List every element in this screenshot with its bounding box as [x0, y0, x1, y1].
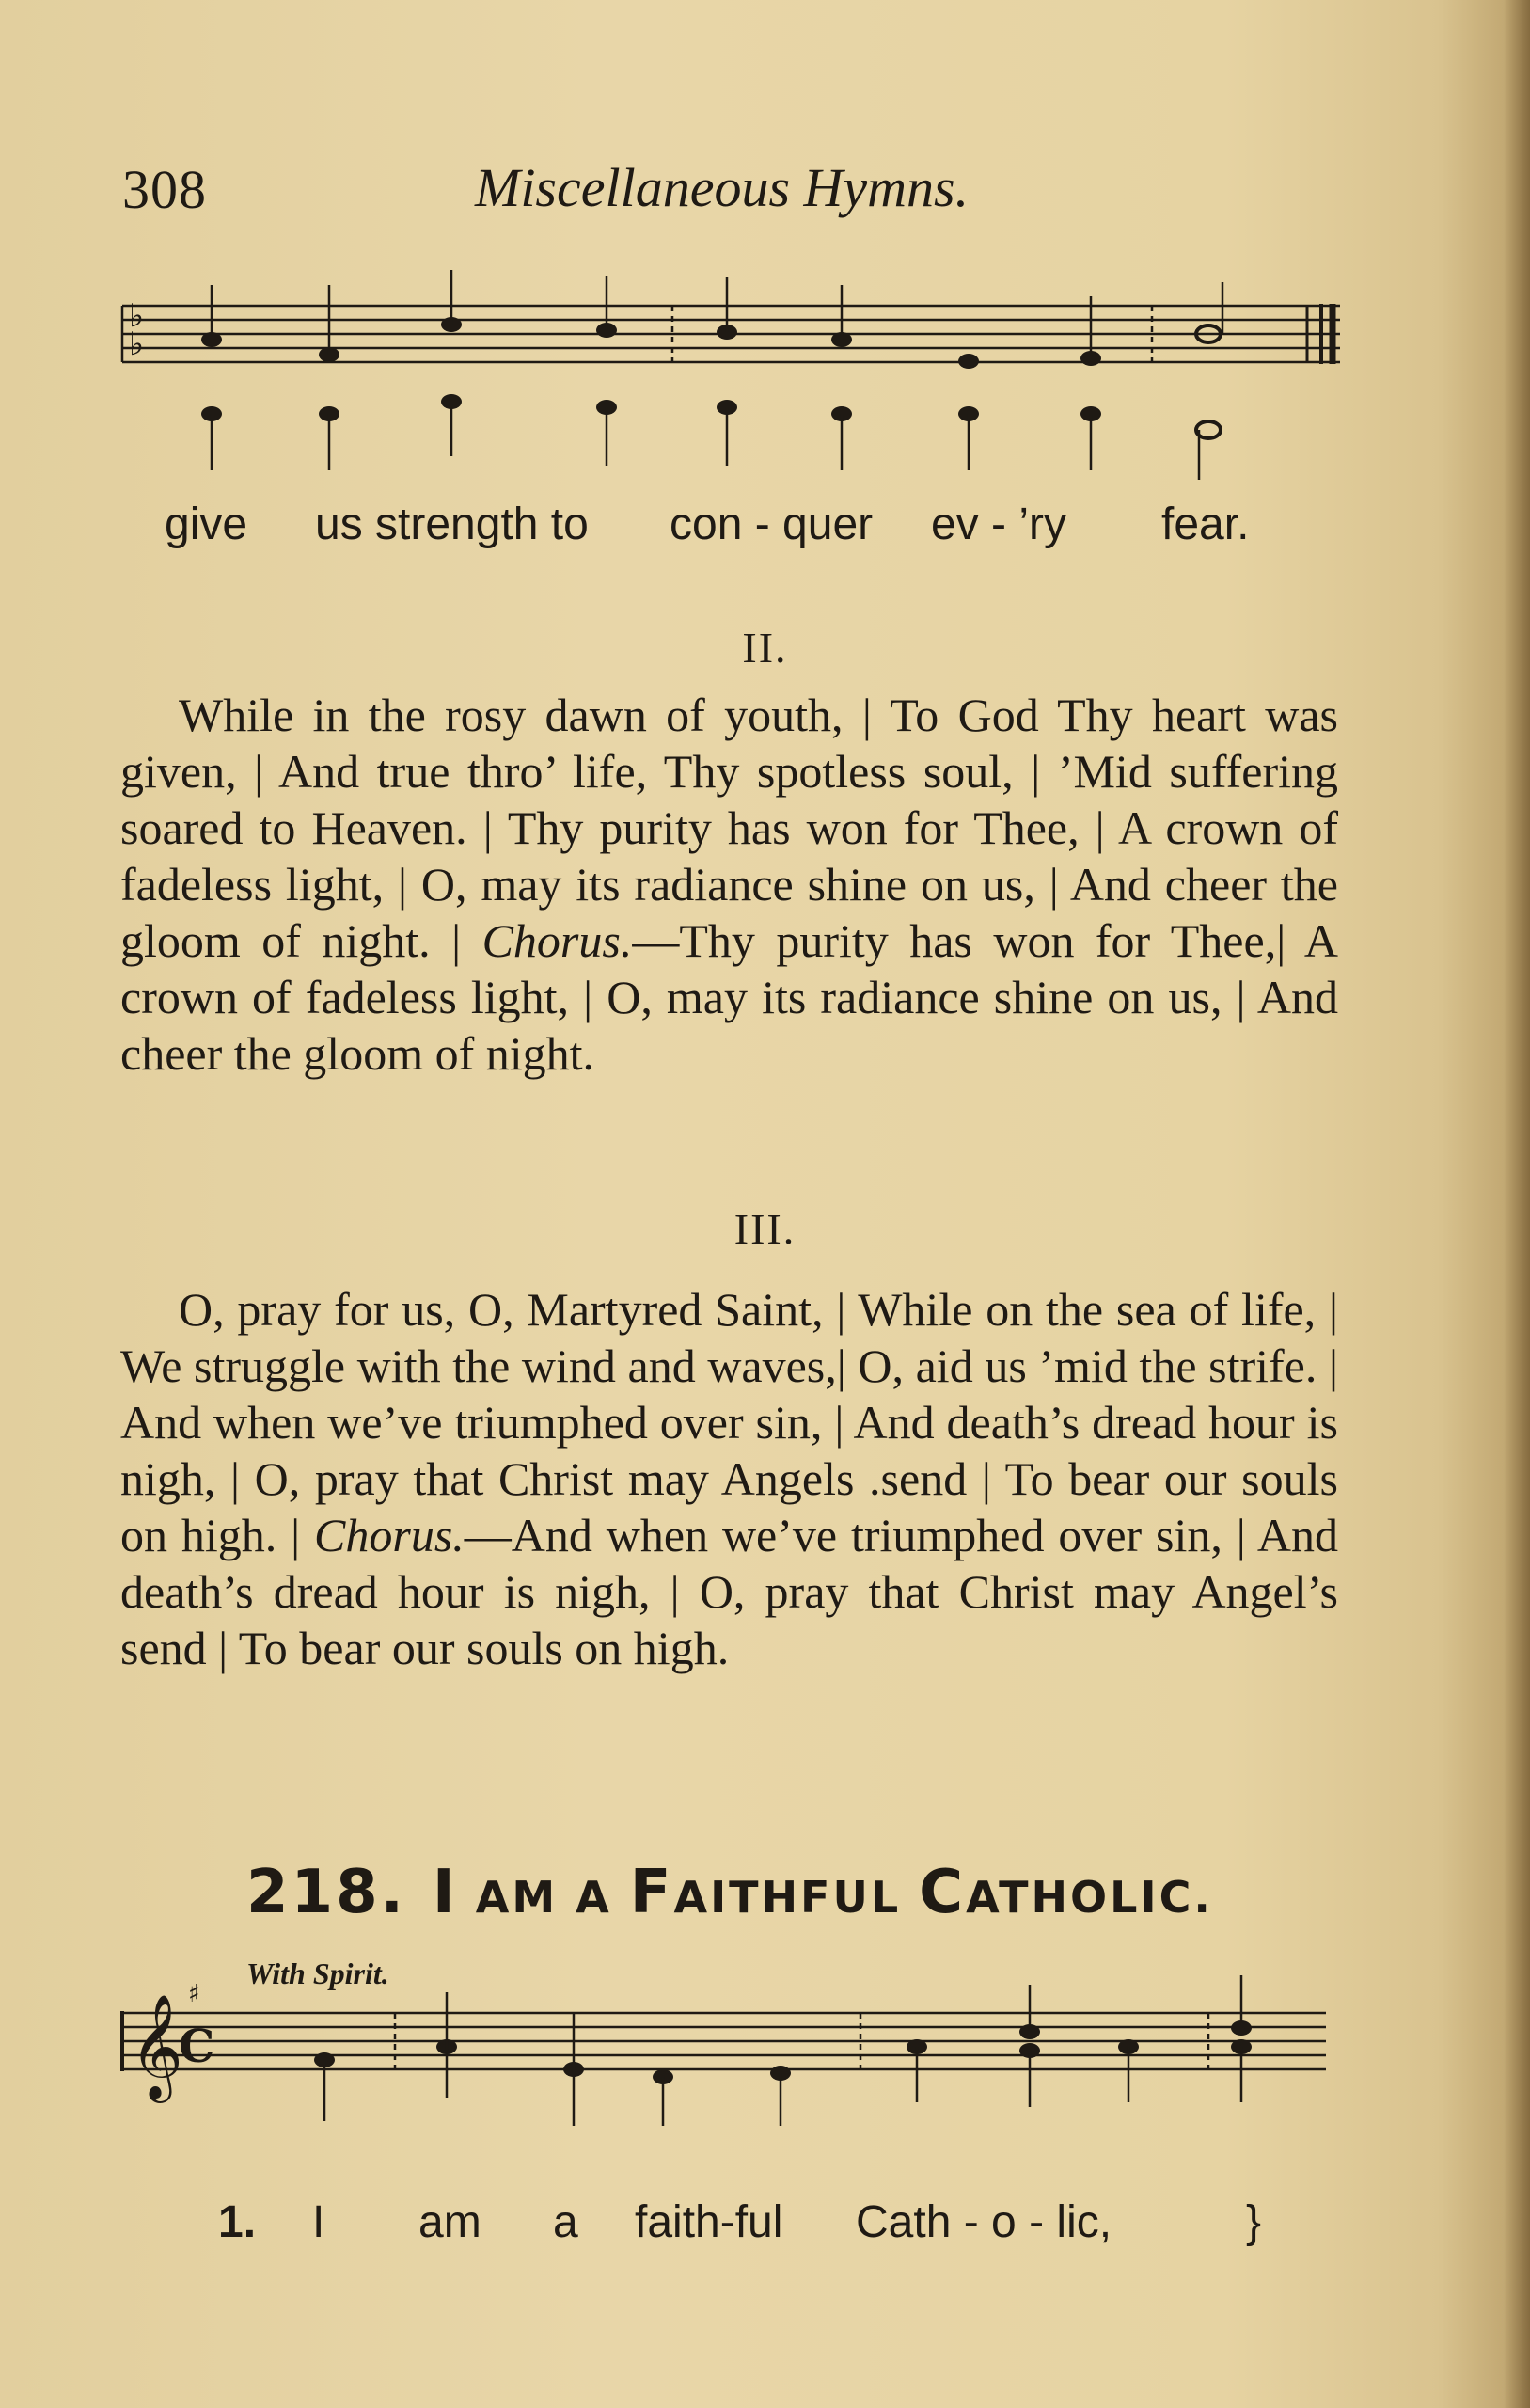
top-lyric-fear: fear. [1161, 499, 1250, 549]
hymn-lyric-brace: } [1246, 2197, 1262, 2247]
verse-2-chorus-label: Chorus. [481, 914, 633, 967]
tempo-marking: With Spirit. [246, 1956, 389, 1990]
verse-3-chorus-text: —And when we’ve triumphed over sin, | And death’s dread hour is nigh, | O, pray that Christ may Angel’s send | To bear our souls on high. [120, 1509, 1339, 1674]
hymn-lyric-word: I [312, 2197, 325, 2247]
verse-3-heading: III. [733, 1205, 797, 1253]
svg-text:♭: ♭ [129, 297, 145, 335]
hymn-title-part: ATHOLIC. [966, 1872, 1213, 1923]
svg-text:♯: ♯ [188, 1980, 200, 2008]
hymn-number: 218. [246, 1858, 406, 1927]
hymn-title-part: C [919, 1858, 967, 1927]
hymn-title-part: F [629, 1858, 674, 1927]
verse-3-body: O, pray for us, O, Martyred Saint, | While on the sea of life, | We struggle with the wind and waves,| O, aid us ’mid the strife. | And when we’ve triumphed over sin, | And death’s dread hour is nigh, | O, pray that Christ may Angels .send | To bear our souls on high. | [120, 1283, 1338, 1561]
page-number: 308 [122, 159, 207, 220]
top-lyric-every: ev - ’ry [931, 499, 1066, 549]
hymn-title-part: AITHFUL [673, 1872, 920, 1923]
hymn-title [246, 1858, 1213, 1927]
hymn-lyric-word: Cath - o - lic, [856, 2197, 1112, 2247]
hymn-title-part: AM A [457, 1872, 630, 1923]
top-lyric-give: give [165, 499, 248, 549]
svg-text:C: C [179, 2020, 215, 2073]
hymn-lyric-word: a [553, 2197, 578, 2247]
top-lyric-us-strength-to: us strength to [315, 499, 589, 549]
top-music-staff [118, 268, 1359, 494]
hymn-lyric-word: faith-ful [635, 2197, 783, 2247]
hymn-title-part: I [432, 1858, 458, 1927]
verse-2-text [120, 687, 1338, 1082]
verse-2-chorus-text: —Thy purity has won for Thee,| A crown of fadeless light, | O, may its radiance shine on us, | And cheer the gloom of night. [120, 914, 1339, 1080]
verse-2-body: While in the rosy dawn of youth, | To God Thy heart was given, | And true thro’ life, Thy spotless soul, | ’Mid suffering soared to Heaven. | Thy purity has won for Thee, | A crown of fadeless light, | O, may its radiance shine on us, | And cheer the gloom of night. | [120, 689, 1338, 967]
top-lyric-conquer: con - quer [670, 499, 874, 549]
svg-text:𝄞: 𝄞 [130, 1993, 183, 2099]
verse-3-text [120, 1281, 1338, 1676]
verse-2-heading: II. [742, 624, 788, 672]
svg-text:♭: ♭ [129, 325, 145, 363]
verse-3-chorus-label: Chorus. [314, 1509, 465, 1561]
hymn-lyric-word: am [418, 2197, 481, 2247]
hymn-lyric-verse-number: 1. [218, 2197, 257, 2247]
hymn-218-staff [113, 1966, 1335, 2168]
running-title: Miscellaneous Hymns. [475, 157, 970, 218]
